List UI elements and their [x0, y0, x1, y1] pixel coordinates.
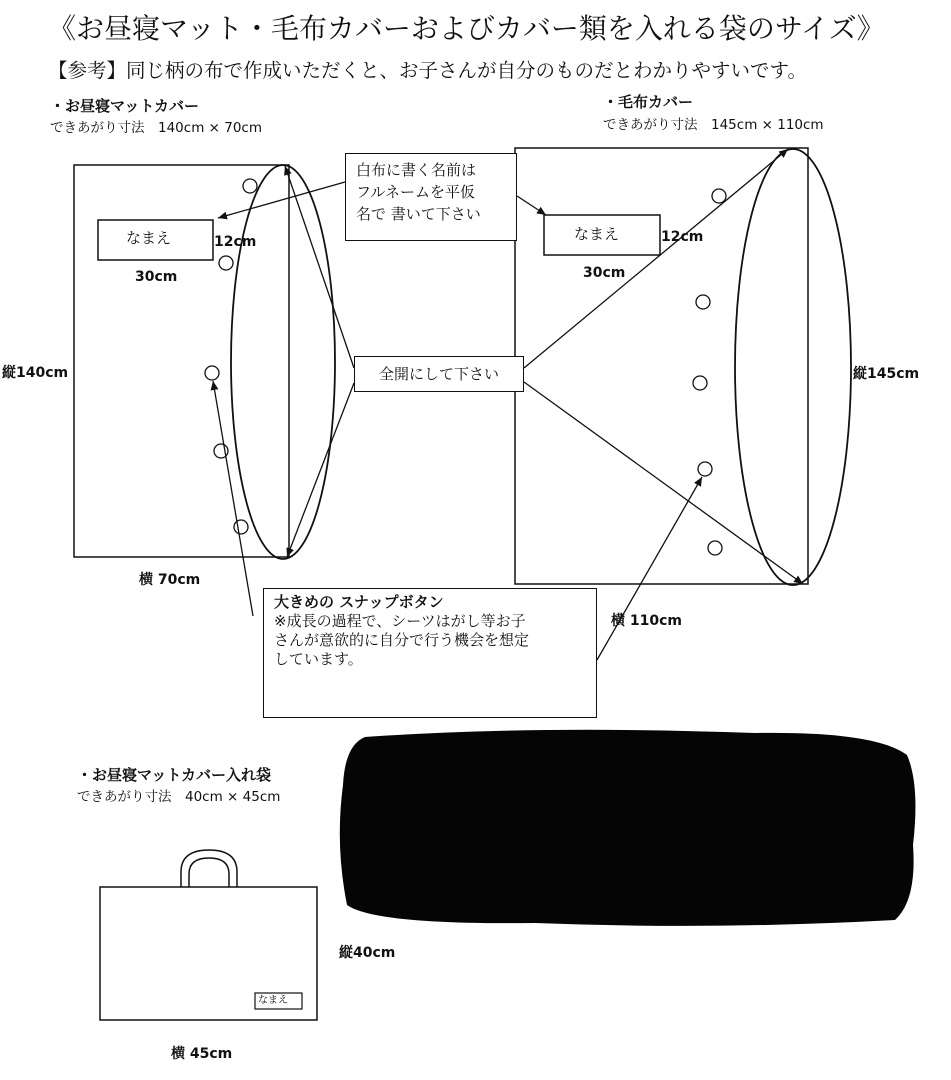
- callout-line: 名で 書いて下さい: [356, 205, 481, 223]
- snap-button: [693, 376, 707, 390]
- arrow-open-mat-bottom: [287, 383, 354, 557]
- blanket-cover-size: できあがり寸法 145cm × 110cm: [603, 117, 824, 133]
- mat-cover-name-width: 30cm: [135, 269, 178, 285]
- bag-heading: ・お昼寝マットカバー入れ袋: [77, 766, 271, 784]
- callout-fully-open: 全開にして下さい: [354, 356, 524, 392]
- bag-size: できあがり寸法 40cm × 45cm: [77, 789, 281, 805]
- redacted-area: [335, 725, 920, 930]
- blanket-cover-opening-ellipse: [735, 149, 851, 585]
- callout-line: しています。: [274, 650, 363, 668]
- snap-button: [708, 541, 722, 555]
- callout-name-instructions: [345, 153, 517, 241]
- mat-cover-name-label: なまえ: [126, 229, 172, 247]
- mat-cover-opening-ellipse: [231, 165, 335, 559]
- snap-button: [696, 295, 710, 309]
- mat-cover-size: できあがり寸法 140cm × 70cm: [50, 120, 262, 136]
- snap-button: [234, 520, 248, 534]
- arrow-open-mat-top: [285, 166, 354, 368]
- arrow-name-to-blanket: [517, 196, 546, 215]
- mat-cover-height-label: 縦140cm: [2, 365, 69, 381]
- mat-cover-width-label: 横 70cm: [139, 572, 201, 588]
- blanket-cover-height-label: 縦145cm: [853, 366, 920, 382]
- callout-line: ※成長の過程で、シーツはがし等お子: [274, 612, 526, 630]
- callout-line: さんが意欲的に自分で行う機会を想定: [274, 631, 530, 649]
- blanket-cover-name-height: 12cm: [661, 229, 704, 245]
- callout-snap-title: 大きめの スナップボタン: [274, 593, 444, 611]
- blanket-cover-name-label: なまえ: [574, 225, 620, 243]
- arrow-snap-to-blanket: [597, 477, 702, 660]
- bag-handle-inner: [189, 858, 229, 887]
- callout-line: 白布に書く名前は: [356, 161, 477, 179]
- snap-button: [219, 256, 233, 270]
- arrow-open-blanket-top: [524, 149, 788, 368]
- blanket-cover-outline: [515, 148, 808, 584]
- bag-height-label: 縦40cm: [339, 945, 396, 961]
- blanket-cover-heading: ・毛布カバー: [603, 93, 694, 111]
- mat-cover-name-height: 12cm: [214, 234, 257, 250]
- blanket-cover-width-label: 横 110cm: [611, 613, 682, 629]
- arrow-open-blanket-bottom: [524, 382, 803, 584]
- callout-line: フルネームを平仮: [356, 183, 475, 201]
- bag-width-label: 横 45cm: [171, 1046, 233, 1062]
- reference-note: 【参考】同じ柄の布で作成いただくと、お子さんが自分のものだとわかりやすいです。: [48, 59, 807, 82]
- callout-snap-buttons: [263, 588, 597, 718]
- mat-cover-heading: ・お昼寝マットカバー: [50, 97, 199, 115]
- blanket-cover-name-width: 30cm: [583, 265, 626, 281]
- page-title: 《お昼寝マット・毛布カバーおよびカバー類を入れる袋のサイズ》: [48, 12, 885, 45]
- bag-name-label: なまえ: [258, 995, 288, 1006]
- snap-button: [712, 189, 726, 203]
- snap-button: [243, 179, 257, 193]
- snap-button: [205, 366, 219, 380]
- snap-button: [698, 462, 712, 476]
- arrow-name-to-mat: [218, 182, 345, 218]
